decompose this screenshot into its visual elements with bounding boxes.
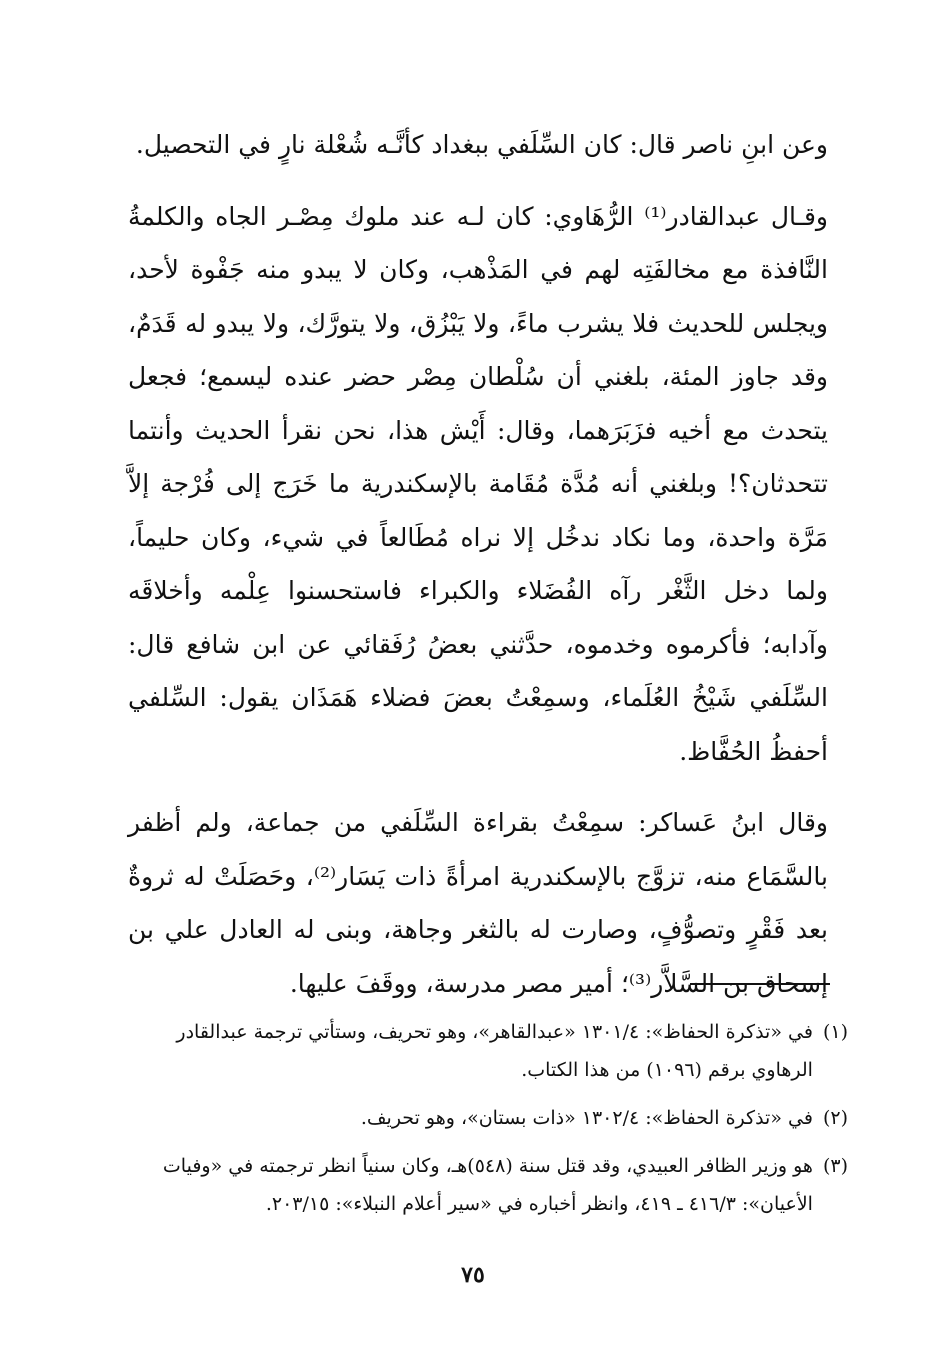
footnote-text: هو وزير الظافر العبيدي، وقد قتل سنة (٥٤٨)هـ، وكان سنياً انظر ترجمته في «وفيات الأعيان»: ٤١٦/٣ ـ ٤١٩، وانظر أخباره في «سير أعلام النبلاء»: ٢٠٣/١٥. [162, 1155, 813, 1215]
footnote-number: (٣) [822, 1155, 848, 1177]
footnote-number: (١) [822, 1021, 848, 1043]
footnote-number: (٢) [822, 1107, 848, 1129]
footnote-3 [128, 1147, 848, 1223]
page-number: ٧٥ [461, 1262, 485, 1288]
footnotes [128, 1013, 848, 1223]
paragraph-ibn-asakir: وقال ابنُ عَساكر: سمِعْتُ بقراءة السِّلَفي من جماعة، ولم أظفر بالسَّمَاع منه، تزوَّج بالإسكندرية امرأةً ذات يَسَار⁽²⁾، وحَصَلَتْ له ثروةٌ بعد فَقْرٍ وتصوُّفٍ، وصارت له بالثغر وجاهة، وبنى له العادل علي بن إسحاق بن السَّلاَّر⁽³⁾؛ أمير مصر مدرسة، ووقَفَ عليها. [128, 808, 828, 998]
footnote-text: في «تذكرة الحفاظ»: ١٣٠١/٤ «عبدالقاهر»، وهو تحريف، وستأتي ترجمة عبدالقادر الرهاوي برقم (١٠٩٦) من هذا الكتاب. [176, 1021, 813, 1081]
footnote-2 [128, 1099, 848, 1137]
footnote-text: في «تذكرة الحفاظ»: ١٣٠٢/٤ «ذات بستان»، وهو تحريف. [360, 1107, 813, 1129]
footnote-1 [128, 1013, 848, 1089]
main-text [128, 118, 828, 1010]
footnote-separator [690, 983, 830, 985]
paragraph-abdulqadir: وقـال عبدالقادر⁽¹⁾ الرُّهَاوي: كان لـه عند ملوك مِصْـر الجاه والكلمةُ النَّافذة مع مخالفَتِه لهم في المَذْهب، وكان لا يبدو منه جَفْوة لأحد، ويجلس للحديث فلا يشرب ماءً، ولا يَبْزُق، ولا يتورَّك، ولا يبدو له قَدَمٌ، وقد جاوز المئة، بلغني أن سُلْطان مِصْر حضر عنده ليسمع؛ فجعل يتحدث مع أخيه فزَبَرَهما، وقال: أَيْش هذا، نحن نقرأ الحديث وأنتما تتحدثان؟! وبلغني أنه مُدَّة مُقَامة بالإسكندرية ما خَرَج إلى فُرْجة إلاَّ مَرَّة واحدة، وما نكاد ندخُل إلا نراه مُطَالعاً في شيء، وكان حليماً، ولما دخل الثَّغْر رآه الفُضَلاء والكبراء فاستحسنوا عِلْمه وأخلاقَه وآدابه؛ فأكرموه وخدموه، حدَّثني بعضُ رُفَقائي عن ابن شافع قال: السِّلَفي شَيْخُ العُلَماء، وسمِعْتُ بعضَ فضلاء هَمَذَان يقول: السِّلفي أحفظُ الحُفَّاظ. [128, 201, 828, 766]
paragraph-ibn-nasir: وعن ابنِ ناصر قال: كان السِّلَفي ببغداد كأنَّـه شُعْلة نارٍ في التحصيل. [135, 130, 828, 159]
